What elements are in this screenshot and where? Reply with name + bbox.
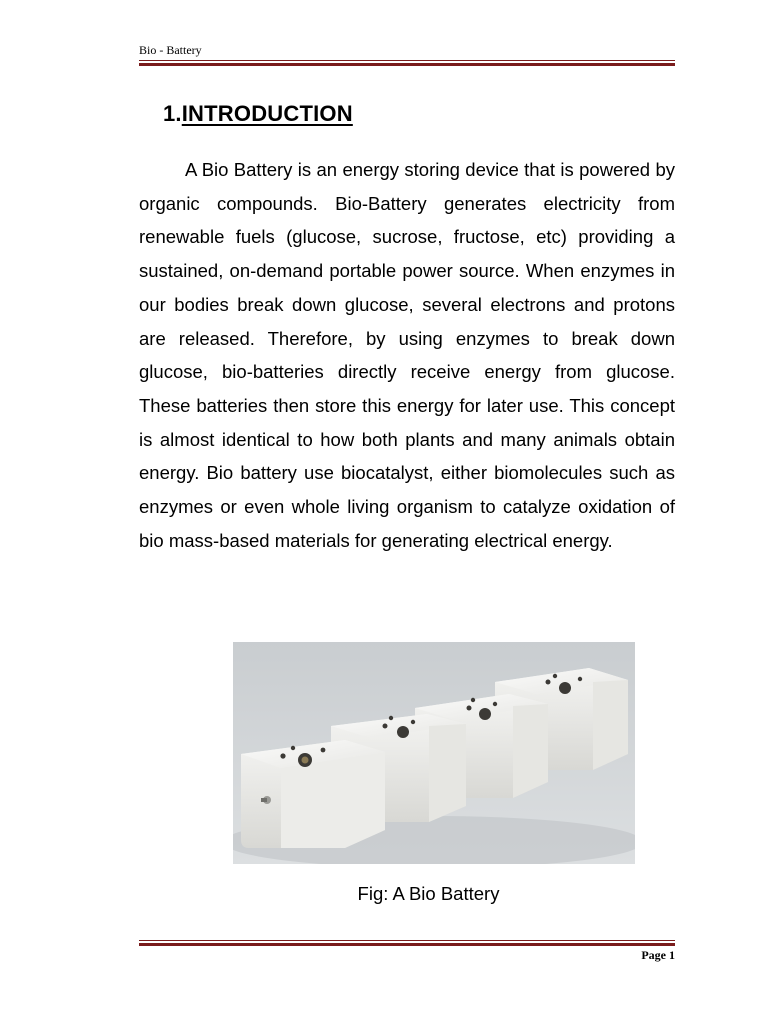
figure-caption: Fig: A Bio Battery <box>357 883 500 904</box>
figure-caption-row <box>0 883 768 905</box>
section-title: INTRODUCTION <box>181 101 353 126</box>
section-heading <box>163 101 353 127</box>
bio-battery-figure <box>233 642 635 864</box>
running-header: Bio - Battery <box>139 43 202 57</box>
bio-battery-image <box>233 642 635 864</box>
header-rule <box>139 60 675 66</box>
intro-paragraph: A Bio Battery is an energy storing device that is powered by organic compounds. Bio-Battery generates electricity from renewable fuels (glucose, sucrose, fructose, etc) providing a sustained, on-demand portable power source. When enzymes in our bodies break down glucose, several electrons and protons are released. Therefore, by using enzymes to break down glucose, bio-batteries directly receive energy from glucose. These batteries then store this energy for later use. This concept is almost identical to how both plants and many animals obtain energy. Bio battery use biocatalyst, either biomolecules such as enzymes or even whole living organism to catalyze oxidation of bio mass-based materials for generating electrical energy. <box>139 159 675 551</box>
page-number: Page 1 <box>641 948 675 962</box>
section-number: 1. <box>163 101 182 126</box>
footer-rule <box>139 940 675 946</box>
